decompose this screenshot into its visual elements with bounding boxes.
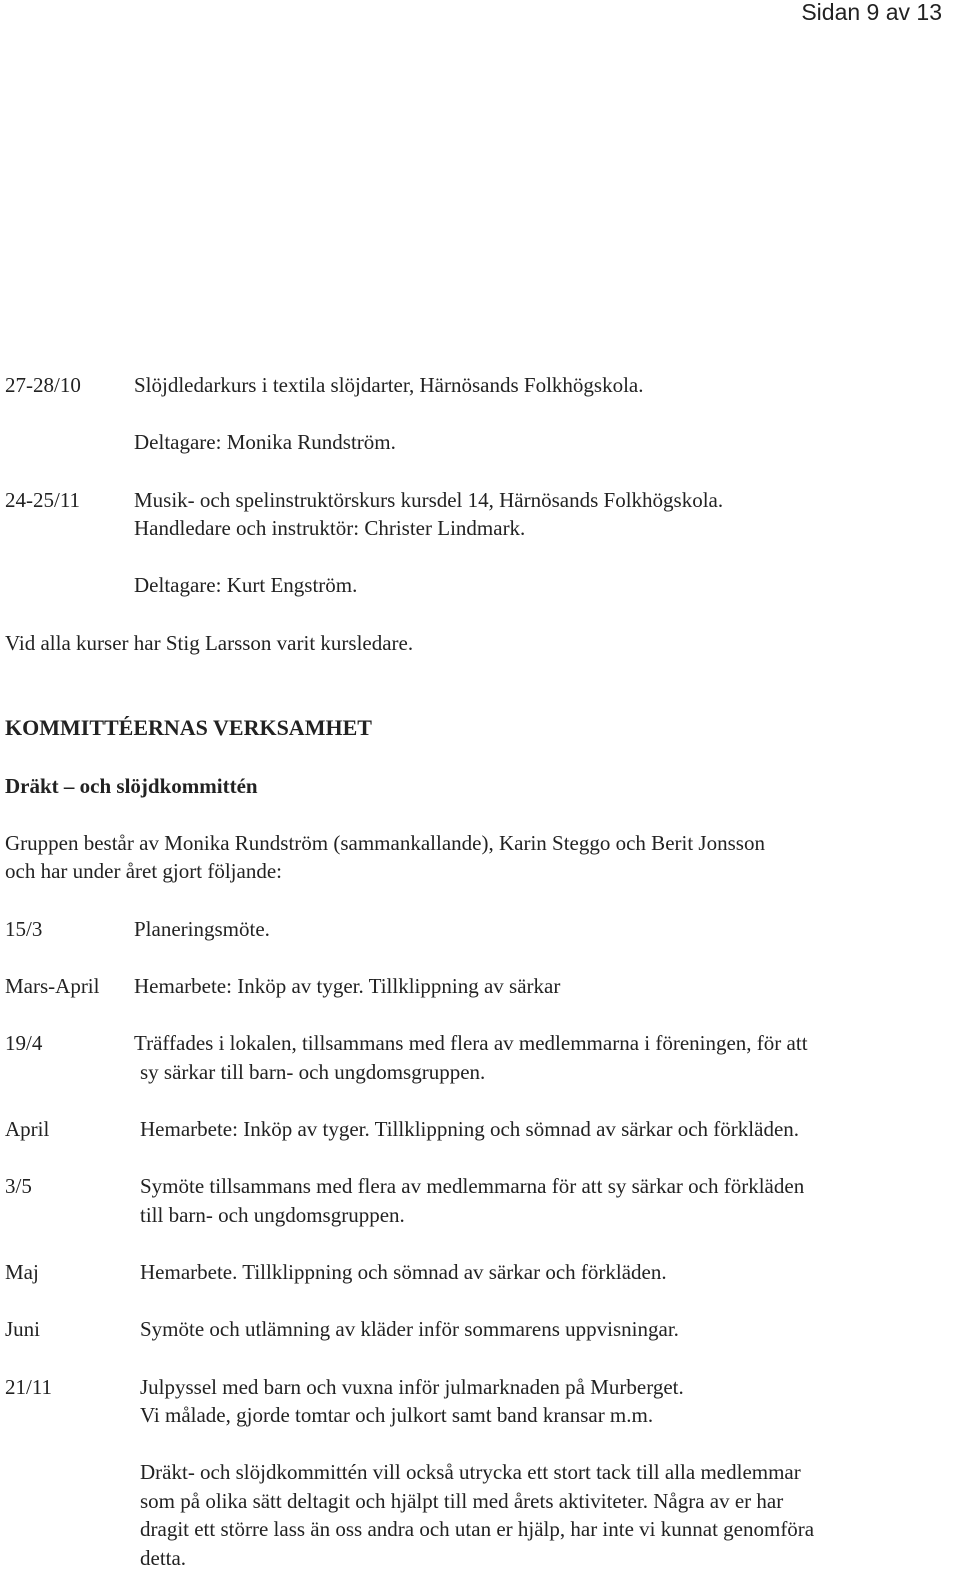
activity-text: Julpyssel med barn och vuxna inför julmarknaden på Murberget. [140, 1375, 684, 1399]
course-leader-note: Vid alla kurser har Stig Larsson varit kursledare. [5, 631, 414, 655]
activity-text: Symöte tillsammans med flera av medlemmarna för att sy särkar och förkläden [140, 1174, 805, 1198]
activity-date: April [5, 1117, 50, 1141]
thanks-line: detta. [140, 1545, 187, 1570]
page-number: Sidan 9 av 13 [801, 0, 942, 25]
activity-text: Symöte och utlämning av kläder inför sommarens uppvisningar. [140, 1317, 679, 1341]
activity-date: 3/5 [5, 1174, 32, 1198]
activity-text: Hemarbete. Tillklippning och sömnad av särkar och förkläden. [140, 1260, 667, 1284]
activity-text: Vi målade, gjorde tomtar och julkort samt band kransar m.m. [140, 1403, 654, 1427]
section-title: KOMMITTÉERNAS VERKSAMHET [5, 715, 372, 740]
activity-date: Mars-April [5, 974, 100, 998]
course-2-participants: Deltagare: Kurt Engström. [134, 573, 358, 597]
course-2-leaders: Handledare och instruktör: Christer Lindmark. [134, 516, 526, 540]
activity-date: 19/4 [5, 1031, 43, 1055]
activity-text: Hemarbete: Inköp av tyger. Tillklippning av särkar [134, 974, 561, 998]
activity-date: Juni [5, 1317, 41, 1341]
course-1-title: Slöjdledarkurs i textila slöjdarter, Härnösands Folkhögskola. [134, 373, 644, 397]
course-1-participants: Deltagare: Monika Rundström. [134, 430, 396, 454]
course-2-date: 24-25/11 [5, 488, 81, 512]
thanks-paragraph [140, 1458, 814, 1572]
course-2-title: Musik- och spelinstruktörskurs kursdel 14, Härnösands Folkhögskola. [134, 488, 724, 512]
course-1-date: 27-28/10 [5, 373, 81, 397]
activity-text: Hemarbete: Inköp av tyger. Tillklippning och sömnad av särkar och förkläden. [140, 1117, 800, 1141]
activity-date: 15/3 [5, 917, 43, 941]
committee-intro-line-2: och har under året gjort följande: [5, 859, 282, 883]
thanks-line: som på olika sätt deltagit och hjälpt till med årets aktiviteter. Några av er har [140, 1488, 784, 1513]
committee-title: Dräkt – och slöjdkommittén [5, 774, 258, 798]
activity-date: Maj [5, 1260, 39, 1284]
activity-text: Planeringsmöte. [134, 917, 270, 941]
committee-intro-line-1: Gruppen består av Monika Rundström (sammankallande), Karin Steggo och Berit Jonsson [5, 831, 765, 855]
activity-text: till barn- och ungdomsgruppen. [140, 1203, 405, 1227]
activity-text: Träffades i lokalen, tillsammans med flera av medlemmarna i föreningen, för att [134, 1031, 808, 1055]
thanks-line: dragit ett större lass än oss andra och utan er hjälp, har inte vi kunnat genomföra [140, 1517, 815, 1541]
activity-date: 21/11 [5, 1375, 53, 1399]
activity-text: sy särkar till barn- och ungdomsgruppen. [140, 1060, 486, 1084]
thanks-line: Dräkt- och slöjdkommittén vill också utrycka ett stort tack till alla medlemmar [140, 1460, 801, 1484]
